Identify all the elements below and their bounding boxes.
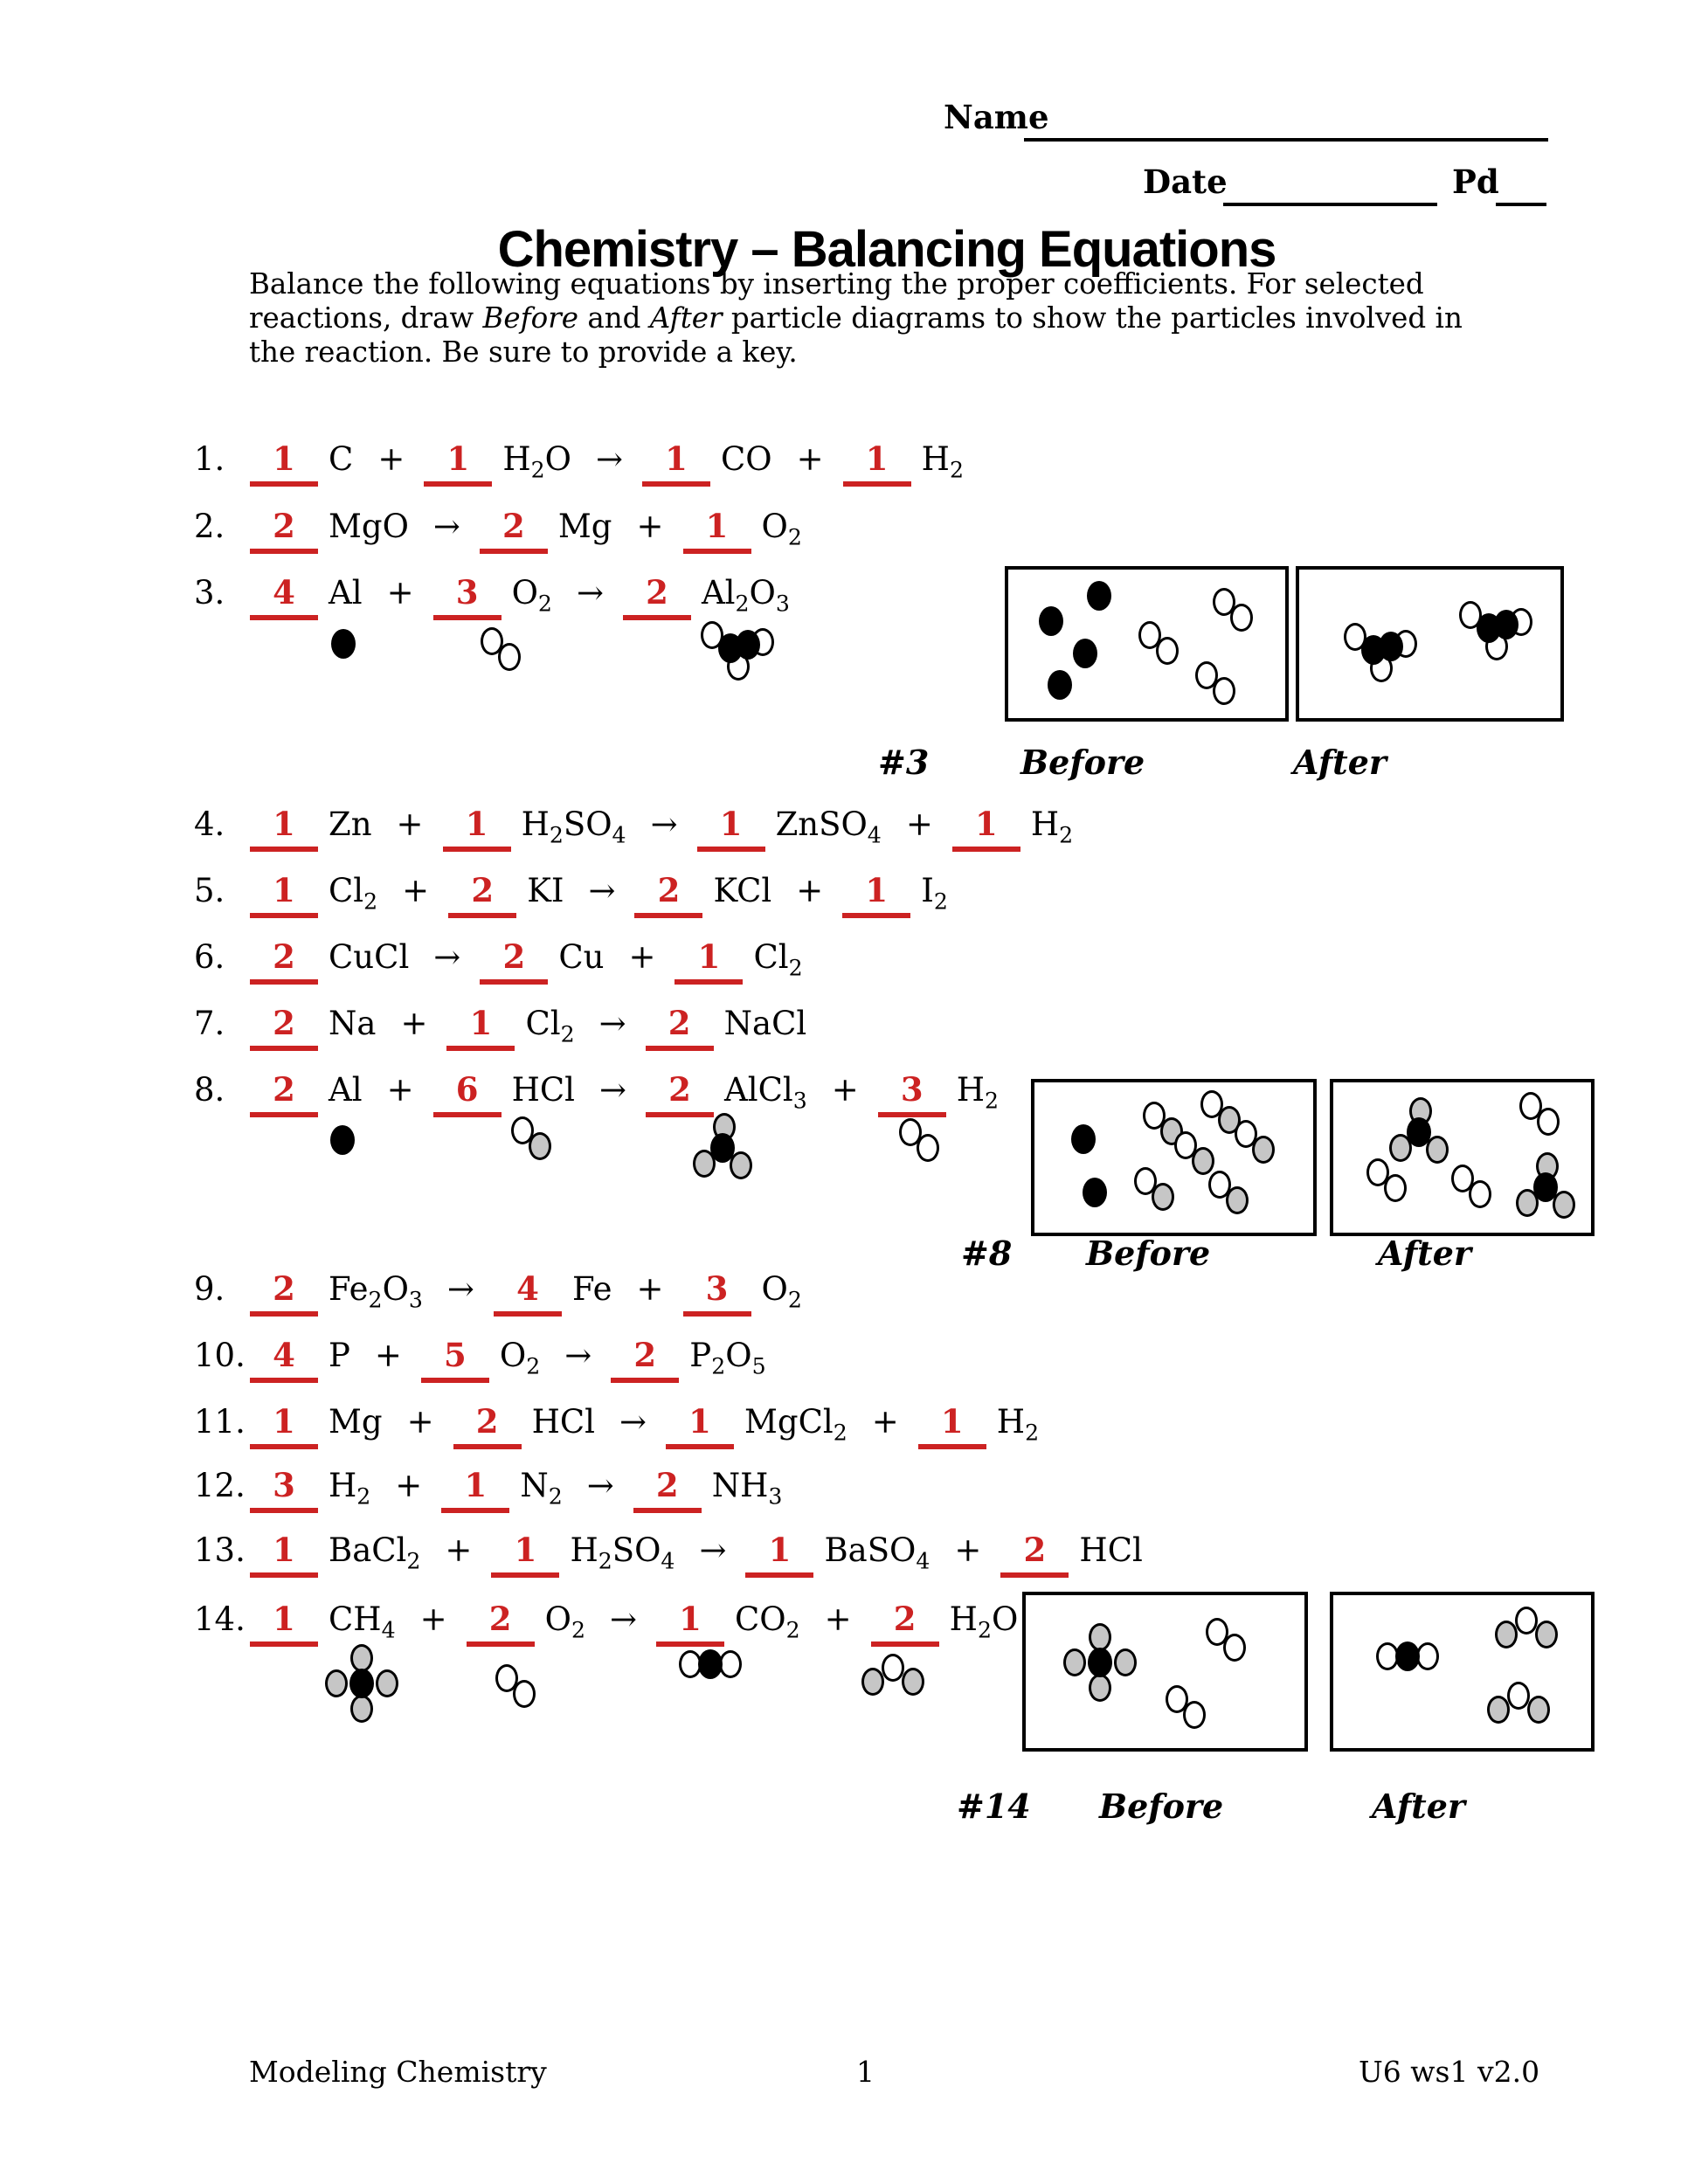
coefficient-blank: 1 xyxy=(250,874,318,918)
equation-number: 12. xyxy=(194,1467,246,1504)
reaction-arrow: → xyxy=(599,1071,627,1109)
after-label: After xyxy=(1372,1787,1465,1826)
plus-sign: + xyxy=(406,1403,434,1441)
reaction-arrow: → xyxy=(609,1600,637,1638)
chemical-formula: Fe xyxy=(571,1270,612,1308)
reaction-arrow: → xyxy=(432,508,460,545)
coefficient-blank: 1 xyxy=(250,808,318,852)
reaction-arrow: → xyxy=(650,805,678,843)
coefficient-blank: 5 xyxy=(421,1339,489,1383)
before-box-14 xyxy=(1022,1592,1308,1752)
reaction-arrow: → xyxy=(598,1005,626,1042)
chemical-formula: HCl xyxy=(511,1071,575,1109)
footer-left: Modeling Chemistry xyxy=(249,2055,547,2089)
pd-blank-line xyxy=(1496,203,1546,206)
plus-sign: + xyxy=(374,1337,402,1374)
coefficient-blank: 1 xyxy=(424,443,492,487)
chemical-formula: NaCl xyxy=(723,1005,807,1042)
plus-sign: + xyxy=(636,1270,664,1308)
atom-gray xyxy=(1089,1674,1111,1702)
atom-black xyxy=(1087,581,1111,611)
coefficient-blank: 1 xyxy=(666,1406,734,1449)
before-box-3 xyxy=(1005,566,1289,722)
coefficient-blank: 3 xyxy=(250,1469,318,1513)
reaction-arrow: → xyxy=(595,440,623,478)
plus-sign: + xyxy=(796,440,824,478)
plus-sign: + xyxy=(377,440,405,478)
atom-white xyxy=(1223,1634,1246,1662)
plus-sign: + xyxy=(636,508,664,545)
plus-sign: + xyxy=(824,1600,852,1638)
coefficient-blank: 2 xyxy=(467,1603,535,1647)
atom-white xyxy=(498,643,521,671)
atom-white xyxy=(1537,1108,1560,1136)
atom-black xyxy=(1395,1641,1420,1671)
atom-gray xyxy=(1152,1183,1174,1211)
coefficient-blank: 3 xyxy=(878,1074,946,1117)
chemical-formula: P xyxy=(329,1337,350,1374)
instructions-line2: reactions, draw Before and After particle diagrams to show the particles involved in xyxy=(249,301,1463,335)
chemical-formula: $I_2$ xyxy=(921,872,948,915)
chemical-formula: $H_2$ xyxy=(956,1071,1000,1114)
coefficient-blank: 2 xyxy=(250,941,318,985)
atom-gray xyxy=(1495,1621,1518,1648)
chemical-formula: Al xyxy=(329,1071,363,1109)
equation-row-3 xyxy=(194,574,795,620)
chemical-formula: $H_2O$ xyxy=(949,1600,1019,1643)
equation-number: 11. xyxy=(194,1403,246,1441)
coefficient-blank: 2 xyxy=(1000,1534,1069,1578)
coefficient-blank: 1 xyxy=(918,1406,986,1449)
equation-number: 10. xyxy=(194,1337,246,1374)
before-word-italic: Before xyxy=(482,301,578,335)
chemical-formula: $CO_2$ xyxy=(734,1600,800,1643)
coefficient-blank: 6 xyxy=(433,1074,502,1117)
coefficient-blank: 2 xyxy=(871,1603,939,1647)
coefficient-blank: 1 xyxy=(952,808,1020,852)
coefficient-blank: 4 xyxy=(250,577,318,620)
atom-gray xyxy=(350,1695,373,1723)
coefficient-blank: 2 xyxy=(634,874,702,918)
diagram-number-label: #3 xyxy=(878,743,930,782)
coefficient-blank: 2 xyxy=(646,1074,714,1117)
atom-gray xyxy=(1426,1136,1449,1164)
coefficient-blank: 1 xyxy=(642,443,710,487)
coefficient-blank: 1 xyxy=(446,1007,515,1051)
atom-gray xyxy=(1553,1191,1575,1219)
chemical-formula: $Cl_2$ xyxy=(525,1005,575,1047)
chemical-formula: $P_2O_5$ xyxy=(689,1337,766,1379)
chemical-formula: $H_2$ xyxy=(1030,805,1074,848)
atom-gray xyxy=(1535,1621,1558,1648)
plus-sign: + xyxy=(796,872,824,909)
atom-black xyxy=(1379,632,1403,661)
plus-sign: + xyxy=(402,872,430,909)
after-box-8 xyxy=(1330,1079,1595,1236)
atom-black xyxy=(710,1133,735,1163)
atom-white xyxy=(1507,1682,1530,1710)
atom-gray xyxy=(1226,1186,1249,1214)
coefficient-blank: 1 xyxy=(491,1534,559,1578)
atom-gray xyxy=(1252,1136,1275,1164)
equation-row-4 xyxy=(194,805,1078,852)
equation-number: 2. xyxy=(194,508,225,545)
equation-row-10 xyxy=(194,1337,771,1383)
instructions xyxy=(249,267,1560,370)
atom-white xyxy=(882,1654,904,1682)
equation-row-9 xyxy=(194,1270,807,1317)
plus-sign: + xyxy=(396,805,424,843)
coefficient-blank: 1 xyxy=(250,1603,318,1647)
plus-sign: + xyxy=(871,1403,899,1441)
chemical-formula: $H_2$ xyxy=(329,1467,371,1510)
chemical-formula: HCl xyxy=(1079,1531,1143,1569)
atom-gray xyxy=(376,1669,398,1697)
chemical-formula: MgO xyxy=(329,508,409,545)
chemical-formula: Al xyxy=(329,574,363,612)
reaction-arrow: → xyxy=(586,1467,614,1504)
atom-black xyxy=(1073,639,1097,668)
chemical-formula: $Fe_2O_3$ xyxy=(329,1270,423,1313)
chemical-formula: BaSO$_4$ xyxy=(824,1531,930,1574)
atom-gray xyxy=(861,1668,884,1696)
name-label: Name xyxy=(944,98,1049,136)
coefficient-blank: 1 xyxy=(656,1603,724,1647)
equation-row-5 xyxy=(194,872,953,918)
chemical-formula: $H_2$ xyxy=(921,440,964,483)
coefficient-blank: 1 xyxy=(745,1534,813,1578)
chemical-formula: $H_2SO_4$ xyxy=(570,1531,675,1574)
date-blank-line xyxy=(1223,203,1437,206)
footer-page-number: 1 xyxy=(856,2055,875,2089)
atom-white xyxy=(1384,1174,1407,1202)
chemical-formula: Na xyxy=(329,1005,377,1042)
equation-number: 9. xyxy=(194,1270,225,1308)
coefficient-blank: 4 xyxy=(250,1339,318,1383)
chemical-formula: $H_2O$ xyxy=(502,440,571,483)
chemical-formula: $Al_2O_3$ xyxy=(701,574,790,617)
atom-gray xyxy=(325,1669,348,1697)
atom-white xyxy=(1515,1607,1538,1635)
coefficient-blank: 3 xyxy=(433,577,502,620)
plus-sign: + xyxy=(395,1467,423,1504)
coefficient-blank: 2 xyxy=(250,1007,318,1051)
chemical-formula: AlCl$_3$ xyxy=(724,1071,807,1114)
chemical-formula: $NH_3$ xyxy=(711,1467,783,1510)
plus-sign: + xyxy=(628,938,656,976)
coefficient-blank: 2 xyxy=(250,1074,318,1117)
chemical-formula: KI xyxy=(527,872,564,909)
chemical-formula: Zn xyxy=(329,805,372,843)
chemical-formula: $CH_4$ xyxy=(329,1600,396,1643)
chemical-formula: CuCl xyxy=(329,938,410,976)
footer-right: U6 ws1 v2.0 xyxy=(1359,2055,1540,2089)
plus-sign: + xyxy=(419,1600,447,1638)
atom-white xyxy=(1469,1180,1491,1208)
before-box-8 xyxy=(1031,1079,1317,1236)
chemical-formula: $H_2$ xyxy=(996,1403,1040,1446)
coefficient-blank: 1 xyxy=(250,443,318,487)
equation-row-11 xyxy=(194,1403,1044,1449)
reaction-arrow: → xyxy=(433,938,461,976)
plus-sign: + xyxy=(445,1531,473,1569)
chemical-formula: $O_2$ xyxy=(761,508,802,550)
diagram-number-label: #14 xyxy=(957,1787,1031,1826)
equation-number: 13. xyxy=(194,1531,246,1569)
chemical-formula: KCl xyxy=(713,872,772,909)
before-label: Before xyxy=(1020,743,1145,782)
equation-number: 7. xyxy=(194,1005,225,1042)
atom-gray xyxy=(1114,1648,1137,1676)
reaction-arrow: → xyxy=(588,872,616,909)
before-label: Before xyxy=(1086,1234,1211,1273)
coefficient-blank: 2 xyxy=(250,1273,318,1317)
equation-number: 4. xyxy=(194,805,225,843)
chemical-formula: $Cl_2$ xyxy=(753,938,803,981)
atom-black xyxy=(1088,1648,1112,1677)
coefficient-blank: 1 xyxy=(675,941,743,985)
plus-sign: + xyxy=(954,1531,982,1569)
chemical-formula: Cu xyxy=(558,938,605,976)
coefficient-blank: 4 xyxy=(494,1273,562,1317)
after-word-italic: After xyxy=(649,301,723,335)
atom-gray xyxy=(1063,1648,1086,1676)
chemical-formula: HCl xyxy=(531,1403,596,1441)
atom-black xyxy=(1494,610,1519,639)
coefficient-blank: 2 xyxy=(480,510,548,554)
diagram-number-label: #8 xyxy=(961,1234,1013,1273)
coefficient-blank: 1 xyxy=(697,808,765,852)
atom-white xyxy=(917,1134,939,1162)
instructions-line3: the reaction. Be sure to provide a key. xyxy=(249,335,798,369)
atom-black xyxy=(1048,670,1072,700)
reaction-arrow: → xyxy=(564,1337,592,1374)
coefficient-blank: 1 xyxy=(842,874,910,918)
coefficient-blank: 3 xyxy=(683,1273,751,1317)
reaction-arrow: → xyxy=(576,574,604,612)
plus-sign: + xyxy=(905,805,933,843)
atom-black xyxy=(736,630,760,660)
plus-sign: + xyxy=(386,574,414,612)
reaction-arrow: → xyxy=(446,1270,474,1308)
equation-row-2 xyxy=(194,508,807,554)
chemical-formula: $H_2SO_4$ xyxy=(521,805,626,848)
chemical-formula: $O_2$ xyxy=(511,574,552,617)
equation-number: 3. xyxy=(194,574,225,612)
equation-row-12 xyxy=(194,1467,787,1513)
chemical-formula: MgCl$_2$ xyxy=(744,1403,847,1446)
equation-row-6 xyxy=(194,938,808,985)
coefficient-blank: 2 xyxy=(623,577,691,620)
equation-number: 14. xyxy=(194,1600,246,1638)
atom-white xyxy=(1156,637,1179,665)
page-title: Chemistry – Balancing Equations xyxy=(497,221,1276,278)
plus-sign: + xyxy=(386,1071,414,1109)
equation-row-1 xyxy=(194,440,969,487)
atom-black xyxy=(1039,606,1063,636)
coefficient-blank: 2 xyxy=(448,874,516,918)
chemical-formula: $N_2$ xyxy=(520,1467,563,1510)
atom-gray xyxy=(1527,1696,1550,1724)
coefficient-blank: 1 xyxy=(250,1406,318,1449)
chemical-formula: $O_2$ xyxy=(544,1600,585,1643)
chemical-formula: $O_2$ xyxy=(761,1270,802,1313)
coefficient-blank: 1 xyxy=(441,1469,509,1513)
equation-row-14 xyxy=(194,1600,1023,1647)
chemical-formula: ZnSO$_4$ xyxy=(775,805,882,848)
atom-gray xyxy=(902,1668,924,1696)
chemical-formula: BaCl$_2$ xyxy=(329,1531,421,1574)
atom-gray xyxy=(1192,1147,1214,1175)
equation-row-7 xyxy=(194,1005,812,1051)
pd-label: Pd xyxy=(1452,162,1499,201)
coefficient-blank: 2 xyxy=(646,1007,714,1051)
coefficient-blank: 1 xyxy=(443,808,511,852)
equation-number: 1. xyxy=(194,440,225,478)
atom-black xyxy=(1071,1124,1096,1154)
chemical-formula: Mg xyxy=(557,508,612,545)
atom-gray xyxy=(529,1132,551,1160)
atom-black xyxy=(331,629,356,659)
after-box-3 xyxy=(1296,566,1564,722)
coefficient-blank: 2 xyxy=(250,510,318,554)
atom-black xyxy=(698,1649,723,1679)
before-label: Before xyxy=(1099,1787,1224,1826)
coefficient-blank: 1 xyxy=(843,443,911,487)
equation-number: 8. xyxy=(194,1071,225,1109)
reaction-arrow: → xyxy=(699,1531,727,1569)
reaction-arrow: → xyxy=(619,1403,647,1441)
atom-white xyxy=(1213,677,1235,705)
after-label: After xyxy=(1378,1234,1471,1273)
chemical-formula: $O_2$ xyxy=(499,1337,541,1379)
atom-black xyxy=(349,1669,374,1698)
name-blank-line xyxy=(1024,138,1548,142)
equation-number: 6. xyxy=(194,938,225,976)
chemical-formula: Mg xyxy=(329,1403,383,1441)
chemical-formula: C xyxy=(329,440,354,478)
date-label: Date xyxy=(1143,162,1228,201)
atom-white xyxy=(1230,604,1253,632)
atom-white xyxy=(1183,1701,1206,1729)
chemical-formula: CO xyxy=(720,440,772,478)
plus-sign: + xyxy=(831,1071,859,1109)
atom-white xyxy=(513,1680,536,1708)
equation-row-8 xyxy=(194,1071,1004,1117)
instructions-line1: Balance the following equations by inserting the proper coefficients. For selected xyxy=(249,267,1424,301)
chemical-formula: $Cl_2$ xyxy=(329,872,378,915)
atom-black xyxy=(1083,1178,1107,1207)
equation-number: 5. xyxy=(194,872,225,909)
equation-row-13 xyxy=(194,1531,1148,1578)
coefficient-blank: 2 xyxy=(611,1339,679,1383)
coefficient-blank: 1 xyxy=(683,510,751,554)
coefficient-blank: 2 xyxy=(480,941,548,985)
atom-black xyxy=(330,1125,355,1155)
after-label: After xyxy=(1293,743,1387,782)
coefficient-blank: 2 xyxy=(453,1406,522,1449)
coefficient-blank: 1 xyxy=(250,1534,318,1578)
coefficient-blank: 2 xyxy=(633,1469,702,1513)
after-box-14 xyxy=(1330,1592,1595,1752)
atom-gray xyxy=(1487,1696,1510,1724)
plus-sign: + xyxy=(400,1005,428,1042)
